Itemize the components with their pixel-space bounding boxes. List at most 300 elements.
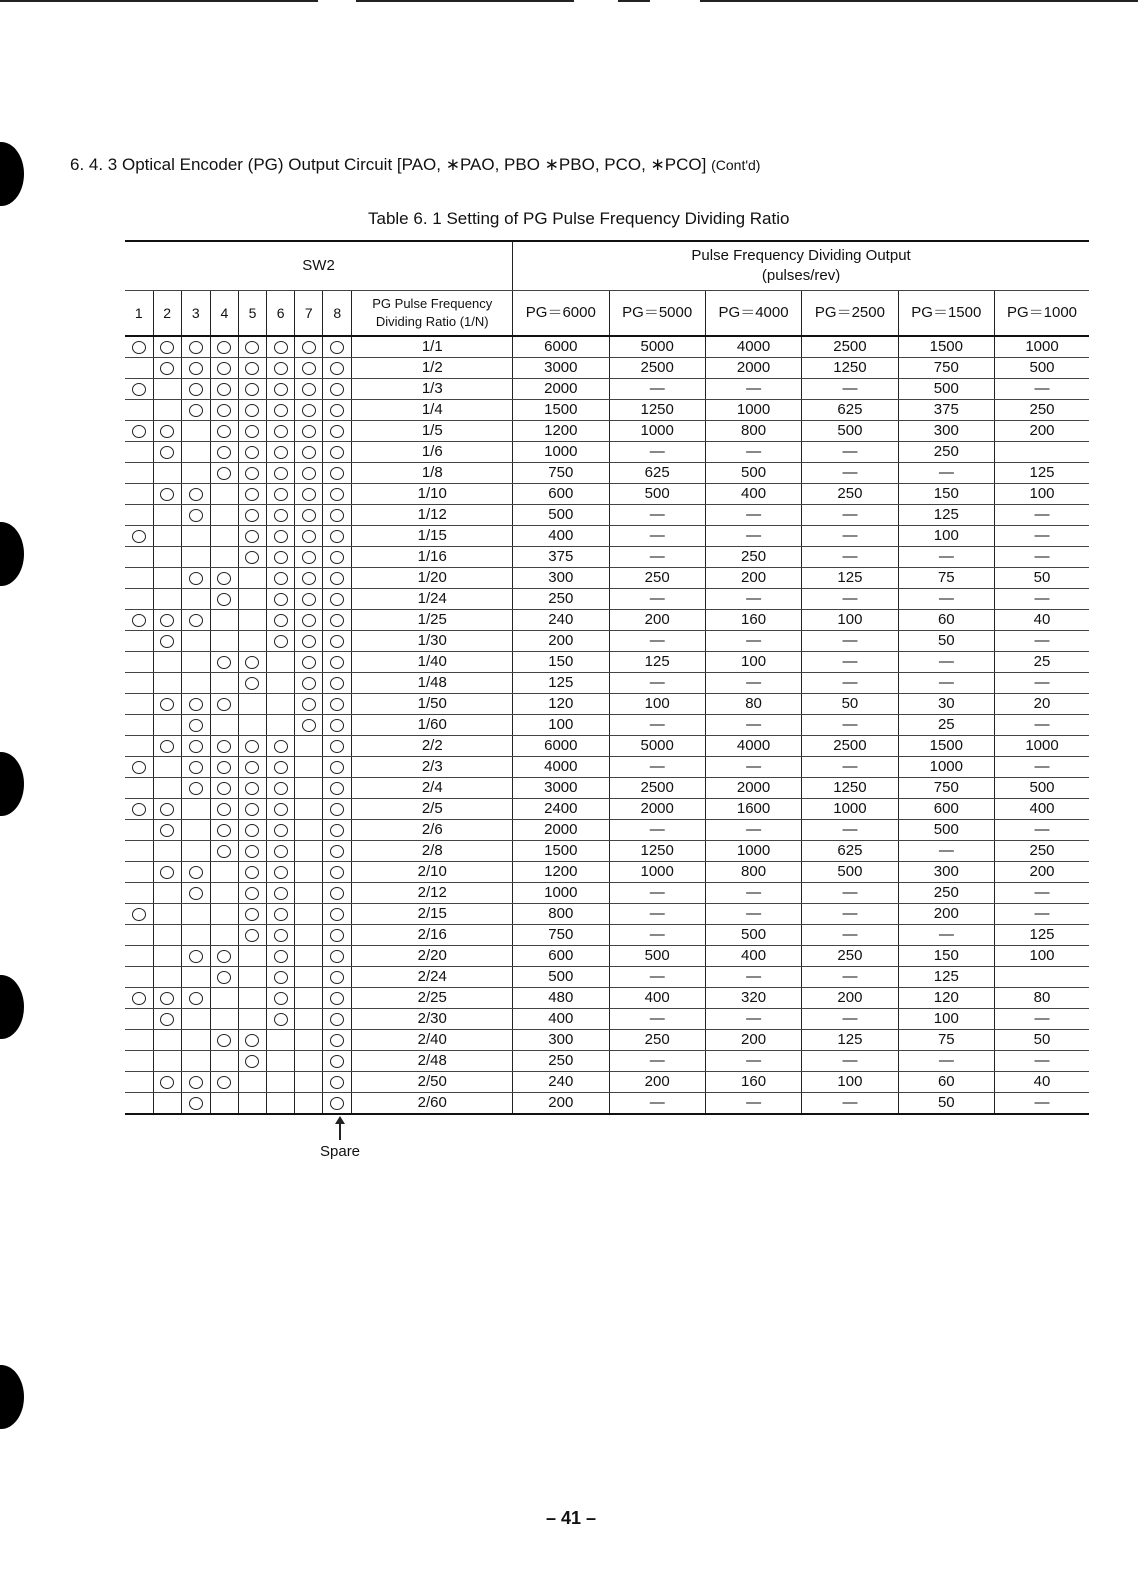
switch-cell-6	[267, 505, 295, 526]
switch-cell-7	[295, 841, 323, 862]
switch-cell-3	[181, 1051, 210, 1072]
output-cell: 500	[995, 778, 1090, 799]
switch-on-mark-icon	[330, 467, 344, 480]
output-cell: 2500	[609, 358, 705, 379]
table-row	[125, 673, 1089, 694]
switch-on-mark-icon	[330, 740, 344, 753]
table-row	[125, 946, 1089, 967]
table-row	[125, 715, 1089, 736]
switch-cell-6	[267, 484, 295, 505]
switch-cell-8	[323, 610, 352, 631]
switch-cell-3	[181, 736, 210, 757]
section-heading-text: 6. 4. 3 Optical Encoder (PG) Output Circuit [PAO, ∗PAO, PBO ∗PBO, PCO, ∗PCO]	[70, 155, 707, 174]
output-cell: 750	[898, 358, 994, 379]
switch-cell-6	[267, 547, 295, 568]
output-cell: 100	[705, 652, 801, 673]
table-row	[125, 883, 1089, 904]
output-cell: 75	[898, 1030, 994, 1051]
switch-on-mark-icon	[245, 761, 259, 774]
switch-cell-4	[210, 1093, 238, 1115]
output-cell: —	[995, 526, 1090, 547]
switch-on-mark-icon	[274, 488, 288, 501]
switch-cell-3	[181, 799, 210, 820]
switch-cell-5	[238, 1030, 266, 1051]
switch-cell-8	[323, 484, 352, 505]
switch-cell-1	[125, 925, 153, 946]
table-row	[125, 820, 1089, 841]
output-cell: 1250	[802, 778, 898, 799]
output-cell: —	[995, 505, 1090, 526]
switch-cell-6	[267, 379, 295, 400]
switch-cell-5	[238, 862, 266, 883]
output-cell: 150	[513, 652, 609, 673]
switch-cell-8	[323, 778, 352, 799]
switch-on-mark-icon	[330, 383, 344, 396]
output-cell: 1000	[705, 841, 801, 862]
output-cell: 200	[513, 631, 609, 652]
switch-cell-2	[153, 568, 181, 589]
output-cell: —	[802, 925, 898, 946]
output-cell: 50	[995, 568, 1090, 589]
output-cell: 60	[898, 1072, 994, 1093]
output-cell: 25	[898, 715, 994, 736]
output-cell: —	[802, 715, 898, 736]
switch-cell-4	[210, 421, 238, 442]
switch-on-mark-icon	[330, 698, 344, 711]
switch-on-mark-icon	[274, 446, 288, 459]
top-rule	[700, 0, 1138, 2]
switch-on-mark-icon	[302, 614, 316, 627]
ratio-cell: 1/12	[352, 505, 513, 526]
switch-header-2: 2	[153, 291, 181, 337]
switch-cell-7	[295, 610, 323, 631]
switch-on-mark-icon	[217, 1034, 231, 1047]
switch-cell-6	[267, 526, 295, 547]
switch-on-mark-icon	[274, 383, 288, 396]
switch-on-mark-icon	[160, 698, 174, 711]
switch-cell-5	[238, 526, 266, 547]
output-cell: —	[609, 904, 705, 925]
switch-on-mark-icon	[330, 404, 344, 417]
ratio-header-line1: PG Pulse Frequency	[372, 296, 493, 311]
output-cell: —	[705, 505, 801, 526]
switch-cell-8	[323, 694, 352, 715]
switch-cell-7	[295, 400, 323, 421]
switch-cell-7	[295, 778, 323, 799]
switch-on-mark-icon	[132, 803, 146, 816]
switch-on-mark-icon	[245, 803, 259, 816]
output-cell: 250	[609, 1030, 705, 1051]
table-row	[125, 568, 1089, 589]
switch-on-mark-icon	[274, 929, 288, 942]
ratio-cell: 2/4	[352, 778, 513, 799]
ratio-cell: 2/20	[352, 946, 513, 967]
switch-cell-2	[153, 526, 181, 547]
output-cell: 1250	[802, 358, 898, 379]
output-cell: 1000	[995, 336, 1090, 358]
output-cell: 200	[995, 421, 1090, 442]
switch-cell-3	[181, 946, 210, 967]
switch-on-mark-icon	[274, 971, 288, 984]
output-cell: 200	[705, 1030, 801, 1051]
switch-cell-1	[125, 715, 153, 736]
output-cell: 480	[513, 988, 609, 1009]
ratio-cell: 2/5	[352, 799, 513, 820]
output-cell: 1500	[513, 400, 609, 421]
ratio-cell: 1/48	[352, 673, 513, 694]
switch-on-mark-icon	[274, 992, 288, 1005]
switch-on-mark-icon	[330, 551, 344, 564]
switch-cell-8	[323, 862, 352, 883]
switch-cell-3	[181, 883, 210, 904]
output-cell: 500	[705, 925, 801, 946]
output-cell: —	[995, 631, 1090, 652]
output-cell: 240	[513, 1072, 609, 1093]
switch-cell-7	[295, 925, 323, 946]
output-cell: 800	[705, 862, 801, 883]
output-header	[513, 241, 1089, 291]
output-cell: —	[609, 883, 705, 904]
switch-on-mark-icon	[217, 698, 231, 711]
switch-cell-2	[153, 1009, 181, 1030]
switch-cell-7	[295, 379, 323, 400]
switch-cell-5	[238, 820, 266, 841]
output-cell: 150	[898, 946, 994, 967]
switch-on-mark-icon	[132, 614, 146, 627]
binder-hole	[0, 752, 24, 816]
output-cell: 160	[705, 610, 801, 631]
output-cell: 1500	[513, 841, 609, 862]
output-cell: —	[802, 652, 898, 673]
switch-cell-3	[181, 1093, 210, 1115]
switch-cell-1	[125, 757, 153, 778]
switch-cell-2	[153, 442, 181, 463]
switch-cell-2	[153, 820, 181, 841]
output-cell: —	[995, 715, 1090, 736]
switch-on-mark-icon	[160, 446, 174, 459]
switch-on-mark-icon	[302, 719, 316, 732]
switch-cell-1	[125, 1093, 153, 1115]
output-cell: 500	[609, 946, 705, 967]
output-cell: 1000	[705, 400, 801, 421]
output-cell: 125	[802, 568, 898, 589]
output-cell: —	[802, 379, 898, 400]
switch-cell-6	[267, 589, 295, 610]
switch-cell-1	[125, 799, 153, 820]
output-cell: —	[705, 883, 801, 904]
output-cell: —	[995, 1093, 1090, 1115]
switch-cell-7	[295, 694, 323, 715]
switch-cell-8	[323, 421, 352, 442]
switch-cell-1	[125, 967, 153, 988]
switch-cell-7	[295, 988, 323, 1009]
output-cell: —	[995, 673, 1090, 694]
switch-cell-6	[267, 757, 295, 778]
switch-cell-8	[323, 505, 352, 526]
switch-on-mark-icon	[217, 425, 231, 438]
output-cell: 1000	[609, 862, 705, 883]
switch-cell-5	[238, 652, 266, 673]
switch-cell-7	[295, 862, 323, 883]
table-row	[125, 631, 1089, 652]
switch-on-mark-icon	[217, 761, 231, 774]
ratio-cell: 1/8	[352, 463, 513, 484]
switch-cell-7	[295, 358, 323, 379]
output-cell: —	[705, 379, 801, 400]
switch-cell-1	[125, 1009, 153, 1030]
switch-cell-4	[210, 988, 238, 1009]
output-cell: —	[609, 547, 705, 568]
switch-cell-5	[238, 904, 266, 925]
switch-cell-1	[125, 1072, 153, 1093]
switch-on-mark-icon	[217, 1076, 231, 1089]
output-cell: 40	[995, 610, 1090, 631]
switch-on-mark-icon	[302, 488, 316, 501]
ratio-cell: 2/25	[352, 988, 513, 1009]
output-cell: 3000	[513, 358, 609, 379]
switch-on-mark-icon	[330, 341, 344, 354]
switch-cell-4	[210, 505, 238, 526]
output-cell: 1000	[609, 421, 705, 442]
output-cell: 400	[705, 484, 801, 505]
output-cell: —	[609, 589, 705, 610]
output-cell	[995, 442, 1090, 463]
output-cell: 2500	[802, 336, 898, 358]
output-cell: 250	[513, 589, 609, 610]
switch-cell-2	[153, 1072, 181, 1093]
switch-on-mark-icon	[330, 803, 344, 816]
switch-cell-3	[181, 1009, 210, 1030]
output-cell: —	[802, 673, 898, 694]
switch-cell-3	[181, 904, 210, 925]
switch-cell-1	[125, 1030, 153, 1051]
switch-cell-2	[153, 841, 181, 862]
page-number: – 41 –	[546, 1508, 597, 1528]
switch-cell-7	[295, 820, 323, 841]
switch-on-mark-icon	[217, 446, 231, 459]
output-cell: —	[898, 1051, 994, 1072]
switch-cell-1	[125, 421, 153, 442]
switch-on-mark-icon	[189, 698, 203, 711]
switch-on-mark-icon	[330, 866, 344, 879]
switch-cell-7	[295, 1030, 323, 1051]
switch-cell-4	[210, 673, 238, 694]
switch-on-mark-icon	[274, 467, 288, 480]
switch-cell-6	[267, 694, 295, 715]
switch-cell-3	[181, 568, 210, 589]
output-cell: —	[705, 715, 801, 736]
ratio-cell: 2/8	[352, 841, 513, 862]
switch-cell-8	[323, 631, 352, 652]
pg-header-5: PG＝1500	[898, 291, 994, 337]
output-cell: 1250	[609, 400, 705, 421]
switch-on-mark-icon	[330, 593, 344, 606]
switch-on-mark-icon	[302, 362, 316, 375]
table-row	[125, 862, 1089, 883]
switch-on-mark-icon	[330, 635, 344, 648]
pg-ratio-table	[125, 240, 1089, 1115]
output-cell: 4000	[513, 757, 609, 778]
switch-on-mark-icon	[132, 530, 146, 543]
switch-cell-8	[323, 1009, 352, 1030]
switch-on-mark-icon	[245, 404, 259, 417]
switch-cell-8	[323, 904, 352, 925]
output-cell: 160	[705, 1072, 801, 1093]
switch-cell-8	[323, 1030, 352, 1051]
output-cell: 600	[898, 799, 994, 820]
switch-cell-3	[181, 1072, 210, 1093]
switch-cell-6	[267, 778, 295, 799]
output-cell: 250	[898, 442, 994, 463]
output-cell: 400	[609, 988, 705, 1009]
table-row	[125, 988, 1089, 1009]
switch-cell-1	[125, 589, 153, 610]
output-cell: —	[705, 673, 801, 694]
output-cell: —	[609, 1051, 705, 1072]
switch-on-mark-icon	[160, 1076, 174, 1089]
switch-on-mark-icon	[330, 1013, 344, 1026]
switch-cell-6	[267, 1051, 295, 1072]
switch-cell-3	[181, 673, 210, 694]
switch-on-mark-icon	[330, 509, 344, 522]
ratio-cell: 1/5	[352, 421, 513, 442]
switch-on-mark-icon	[274, 572, 288, 585]
output-cell: 750	[898, 778, 994, 799]
switch-cell-2	[153, 862, 181, 883]
table-row	[125, 336, 1089, 358]
ratio-cell: 2/2	[352, 736, 513, 757]
switch-cell-3	[181, 526, 210, 547]
output-cell: —	[705, 442, 801, 463]
switch-cell-7	[295, 631, 323, 652]
switch-on-mark-icon	[189, 1076, 203, 1089]
switch-on-mark-icon	[245, 488, 259, 501]
switch-cell-8	[323, 1072, 352, 1093]
table-row	[125, 778, 1089, 799]
output-cell: —	[802, 1093, 898, 1115]
switch-cell-2	[153, 421, 181, 442]
switch-on-mark-icon	[132, 341, 146, 354]
switch-cell-4	[210, 946, 238, 967]
switch-on-mark-icon	[189, 572, 203, 585]
switch-on-mark-icon	[160, 992, 174, 1005]
output-cell: 100	[995, 484, 1090, 505]
output-cell: 500	[609, 484, 705, 505]
output-cell: 200	[609, 610, 705, 631]
switch-cell-3	[181, 988, 210, 1009]
switch-cell-2	[153, 336, 181, 358]
switch-cell-3	[181, 336, 210, 358]
switch-cell-7	[295, 1093, 323, 1115]
switch-cell-3	[181, 925, 210, 946]
pg-header-2: PG＝5000	[609, 291, 705, 337]
column-header-row	[125, 291, 1089, 337]
switch-on-mark-icon	[217, 467, 231, 480]
switch-cell-3	[181, 358, 210, 379]
output-cell: —	[802, 442, 898, 463]
switch-cell-7	[295, 421, 323, 442]
switch-on-mark-icon	[160, 635, 174, 648]
switch-on-mark-icon	[302, 530, 316, 543]
switch-on-mark-icon	[330, 929, 344, 942]
table-row	[125, 925, 1089, 946]
switch-cell-6	[267, 925, 295, 946]
switch-cell-8	[323, 568, 352, 589]
switch-cell-3	[181, 505, 210, 526]
switch-on-mark-icon	[245, 467, 259, 480]
switch-on-mark-icon	[160, 614, 174, 627]
table-row	[125, 757, 1089, 778]
output-cell: 30	[898, 694, 994, 715]
output-cell: 4000	[705, 336, 801, 358]
switch-cell-4	[210, 1030, 238, 1051]
switch-cell-6	[267, 673, 295, 694]
output-cell: 50	[995, 1030, 1090, 1051]
switch-on-mark-icon	[274, 551, 288, 564]
output-cell: 750	[513, 925, 609, 946]
top-rule	[356, 0, 574, 2]
switch-on-mark-icon	[132, 383, 146, 396]
output-cell: —	[609, 379, 705, 400]
switch-cell-5	[238, 673, 266, 694]
pg-header-4: PG＝2500	[802, 291, 898, 337]
switch-on-mark-icon	[302, 509, 316, 522]
switch-cell-2	[153, 463, 181, 484]
switch-cell-1	[125, 379, 153, 400]
output-header-line1: Pulse Frequency Dividing Output	[691, 247, 911, 264]
output-cell: 40	[995, 1072, 1090, 1093]
table-caption: Table 6. 1 Setting of PG Pulse Frequency Dividing Ratio	[368, 209, 790, 228]
switch-cell-5	[238, 736, 266, 757]
switch-cell-8	[323, 463, 352, 484]
switch-on-mark-icon	[330, 488, 344, 501]
ratio-cell: 1/20	[352, 568, 513, 589]
switch-cell-7	[295, 442, 323, 463]
switch-cell-1	[125, 946, 153, 967]
switch-on-mark-icon	[274, 362, 288, 375]
switch-cell-4	[210, 862, 238, 883]
output-cell: 100	[802, 1072, 898, 1093]
switch-cell-4	[210, 484, 238, 505]
switch-cell-8	[323, 547, 352, 568]
switch-on-mark-icon	[302, 572, 316, 585]
output-cell: —	[802, 589, 898, 610]
output-cell: 150	[898, 484, 994, 505]
switch-cell-8	[323, 379, 352, 400]
switch-on-mark-icon	[330, 677, 344, 690]
switch-cell-6	[267, 463, 295, 484]
output-cell: 500	[995, 358, 1090, 379]
switch-cell-7	[295, 568, 323, 589]
switch-cell-5	[238, 778, 266, 799]
switch-on-mark-icon	[245, 383, 259, 396]
output-cell: 120	[898, 988, 994, 1009]
output-cell: —	[995, 1009, 1090, 1030]
switch-on-mark-icon	[245, 341, 259, 354]
output-cell: 200	[802, 988, 898, 1009]
output-cell: —	[705, 1009, 801, 1030]
switch-on-mark-icon	[189, 782, 203, 795]
output-cell: 50	[898, 631, 994, 652]
switch-on-mark-icon	[245, 929, 259, 942]
switch-cell-6	[267, 988, 295, 1009]
table-row	[125, 547, 1089, 568]
pg-header-6: PG＝1000	[995, 291, 1090, 337]
ratio-cell: 1/15	[352, 526, 513, 547]
switch-on-mark-icon	[274, 740, 288, 753]
switch-on-mark-icon	[189, 866, 203, 879]
switch-cell-4	[210, 799, 238, 820]
